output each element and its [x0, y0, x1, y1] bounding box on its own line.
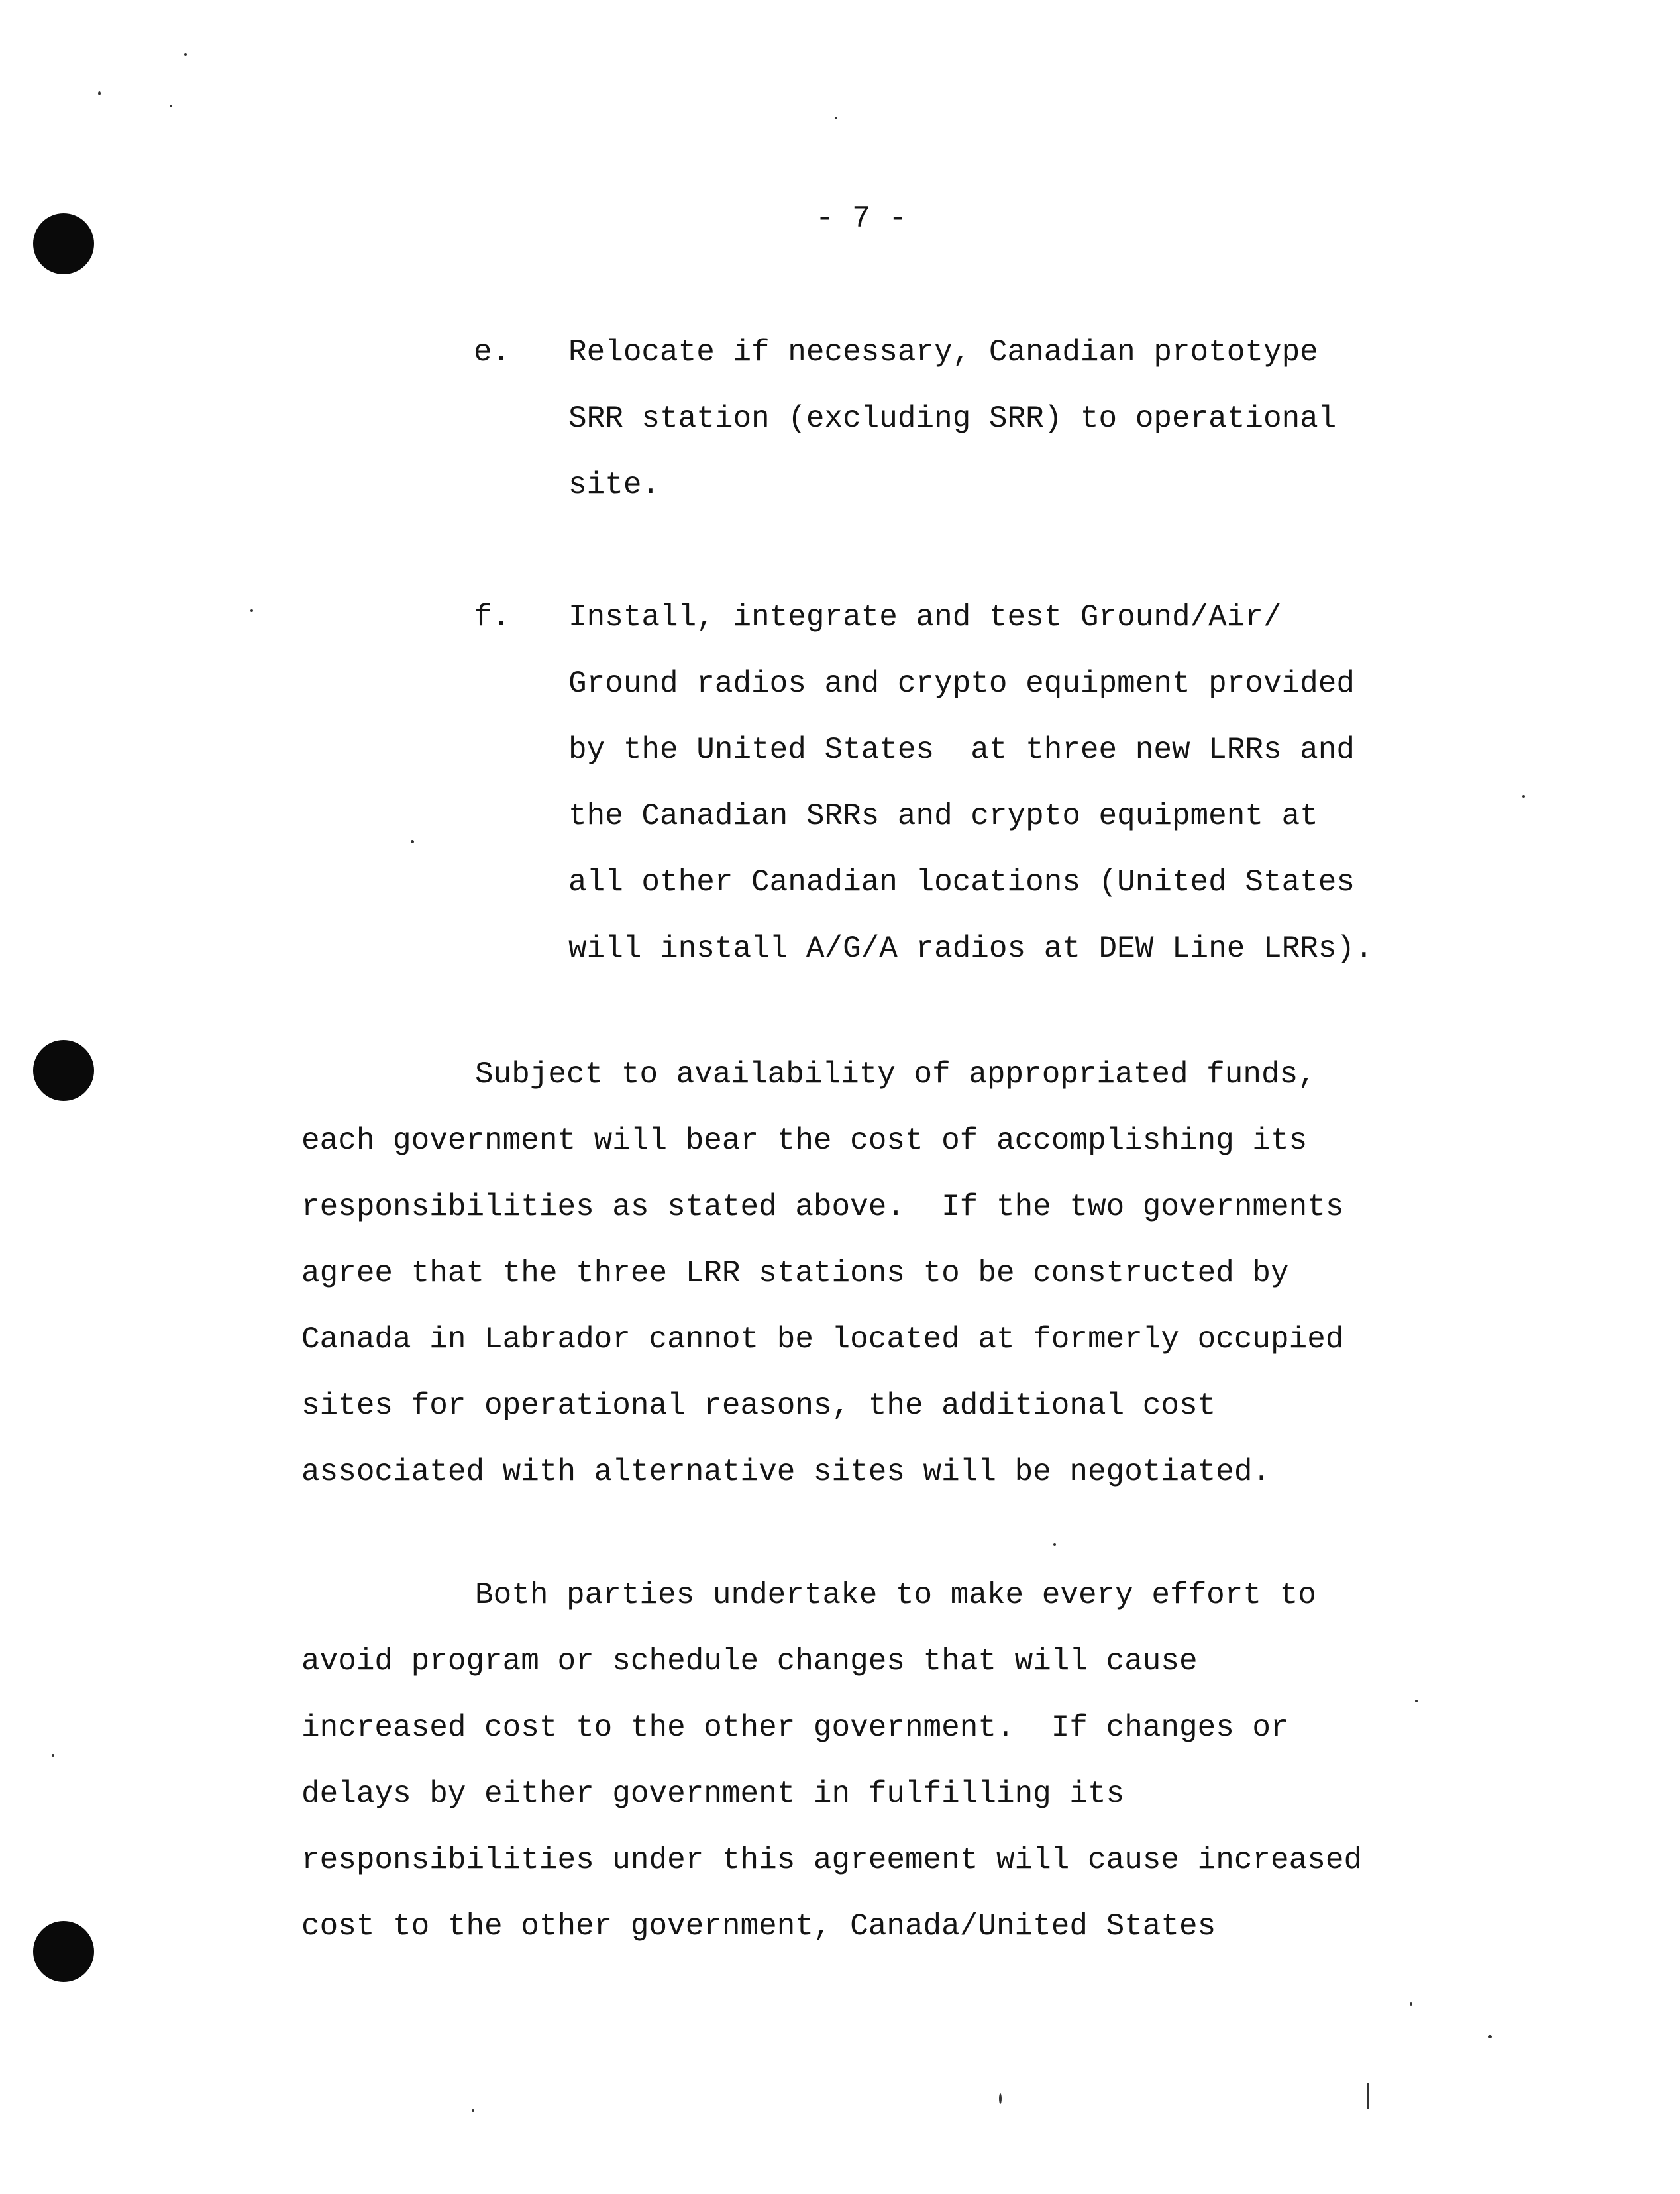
punch-hole-bottom — [33, 1921, 94, 1982]
text-line: increased cost to the other government. If changes or — [301, 1710, 1289, 1745]
scan-speck — [170, 105, 172, 107]
text-line: cost to the other government, Canada/United States — [301, 1909, 1216, 1944]
scan-speck — [472, 2109, 474, 2112]
scan-speck — [250, 609, 253, 612]
text-line: site. — [568, 468, 660, 502]
text-line: will install A/G/A radios at DEW Line LRRs). — [568, 931, 1373, 966]
text-line: Both parties undertake to make every effort to — [475, 1578, 1316, 1612]
scan-speck — [1053, 1543, 1056, 1546]
scan-speck — [1410, 2002, 1412, 2006]
item-f-text — [568, 584, 1496, 982]
scan-speck — [98, 91, 101, 95]
text-line: Ground radios and crypto equipment provided — [568, 666, 1355, 701]
scan-speck — [1522, 795, 1525, 798]
scan-speck — [184, 53, 187, 56]
text-line: responsibilities as stated above. If the two governments — [301, 1190, 1344, 1224]
scan-speck — [999, 2093, 1002, 2104]
text-line: Install, integrate and test Ground/Air/ — [568, 600, 1282, 635]
scan-speck — [52, 1754, 54, 1757]
text-line: delays by either government in fulfilling its — [301, 1777, 1125, 1811]
paragraph-schedule-changes — [301, 1562, 1467, 1959]
page-number: - 7 - — [815, 201, 908, 236]
text-line: Subject to availability of appropriated funds, — [475, 1057, 1316, 1092]
text-line: the Canadian SRRs and crypto equipment at — [568, 799, 1318, 833]
text-line: each government will bear the cost of accomplishing its — [301, 1123, 1308, 1158]
text-line: Relocate if necessary, Canadian prototype — [568, 335, 1318, 370]
text-line: Canada in Labrador cannot be located at formerly occupied — [301, 1322, 1344, 1357]
text-line: SRR station (excluding SRR) to operational — [568, 401, 1337, 436]
scan-speck — [835, 117, 837, 119]
punch-hole-top — [33, 213, 94, 274]
punch-hole-middle — [33, 1040, 94, 1101]
scan-speck — [1367, 2083, 1369, 2109]
scan-speck — [411, 840, 414, 843]
item-e-text — [568, 319, 1496, 518]
item-label-e: e. — [474, 335, 511, 370]
paragraph-cost-responsibility — [301, 1041, 1467, 1505]
text-line: sites for operational reasons, the additional cost — [301, 1388, 1216, 1423]
text-line: all other Canadian locations (United States — [568, 865, 1355, 900]
text-line: responsibilities under this agreement will cause increased — [301, 1843, 1363, 1877]
text-line: associated with alternative sites will be negotiated. — [301, 1455, 1271, 1489]
text-line: agree that the three LRR stations to be constructed by — [301, 1256, 1289, 1290]
scan-speck — [1488, 2035, 1492, 2038]
text-line: by the United States at three new LRRs and — [568, 733, 1355, 767]
item-label-f: f. — [474, 600, 511, 635]
text-line: avoid program or schedule changes that will cause — [301, 1644, 1198, 1679]
